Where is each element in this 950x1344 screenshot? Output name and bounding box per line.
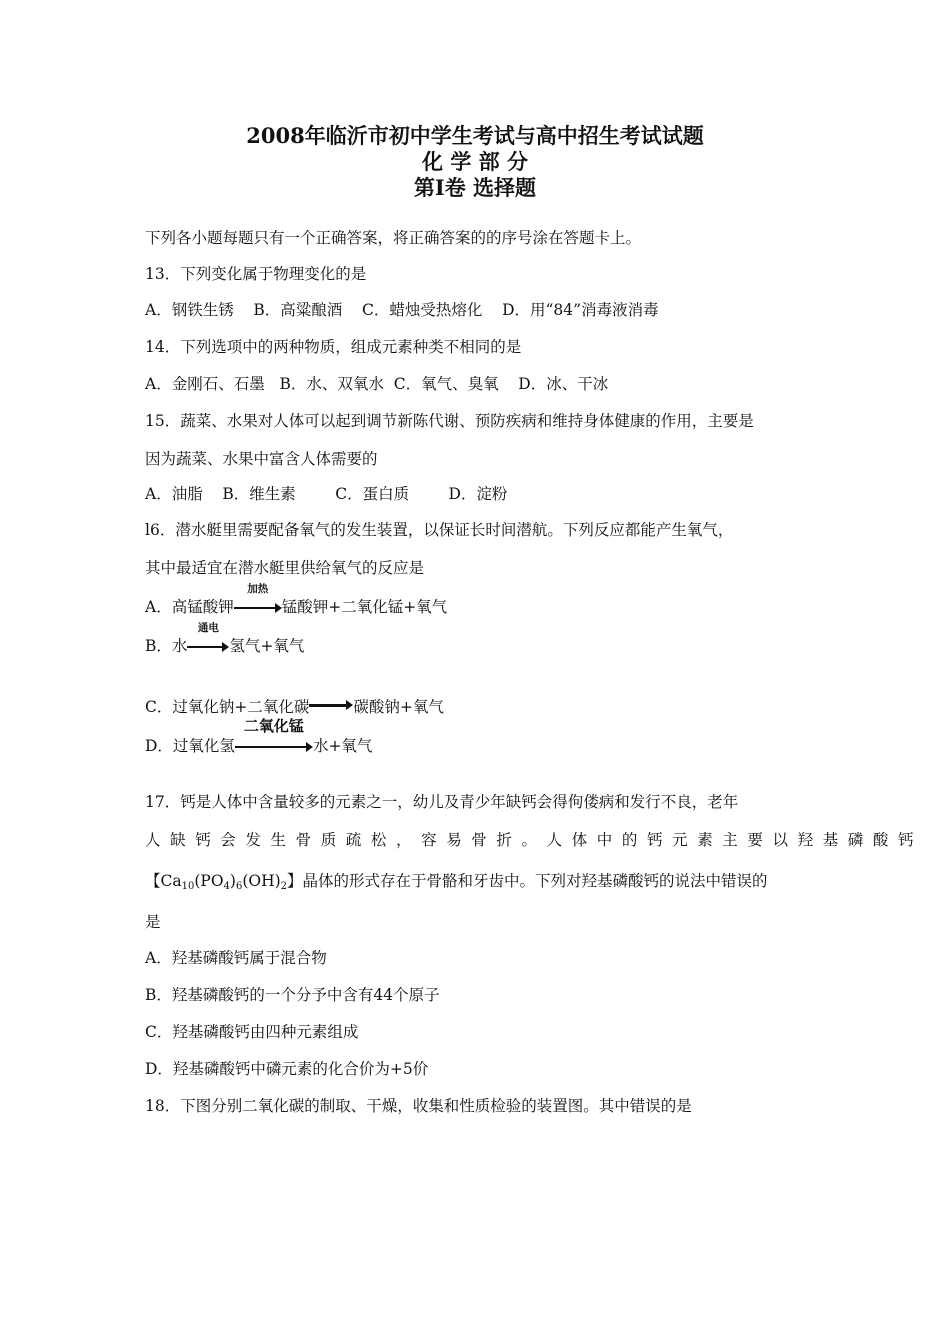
q16-stem-line1: l6．潜水艇里需要配备氧气的发生装置，以保证长时间潜航。下列反应都能产生氧气， <box>145 521 734 539</box>
q16-option-b <box>145 622 305 656</box>
reaction-condition: 加热 <box>247 583 269 595</box>
q15-stem-line1: 15．蔬菜、水果对人体可以起到调节新陈代谢、预防疾病和维持身体健康的作用，主要是 <box>145 412 754 430</box>
q16-option-a <box>145 583 448 617</box>
q15-stem-line2: 因为蔬菜、水果中富含人体需要的 <box>145 450 378 468</box>
volume-title: 第Ⅰ卷 选择题 <box>413 175 537 200</box>
q15-options: A．油脂 B．维生素 C．蛋白质 D．淀粉 <box>145 485 508 503</box>
q17-stem-line2: 人缺钙会发生骨质疏松，容易骨折。人体中的钙元素主要以羟基磷酸钙 <box>145 831 924 849</box>
arrow-icon <box>235 746 307 748</box>
q17-stem-line3 <box>145 871 768 891</box>
q16-d-product: 水+氧气 <box>312 737 373 755</box>
section-title: 化 学 部 分 <box>422 149 528 174</box>
q13-options: A．钢铁生锈 B．高粱酿酒 C．蜡烛受热熔化 D．用“84”消毒液消毒 <box>145 301 659 319</box>
exam-title: 2008年临沂市初中学生考试与高中招生考试试题 <box>246 123 704 148</box>
q17-stem-line4: 是 <box>145 913 161 931</box>
q16-c-product: 碳酸钠+氧气 <box>353 698 444 716</box>
q16-c-reactant: C．过氧化钠+二氧化碳 <box>145 698 310 716</box>
q16-option-d <box>145 717 373 756</box>
reaction-condition: 通电 <box>197 622 219 634</box>
formula-sub: 2 <box>280 881 288 892</box>
q16-a-reactant: A．高锰酸钾 <box>145 598 234 616</box>
q14-options: A．金刚石、石墨 B．水、双氧水 C．氧气、臭氧 D．冰、干冰 <box>145 375 609 393</box>
formula-sub: 10 <box>181 881 195 892</box>
q16-b-reactant: B．水 <box>145 637 188 655</box>
formula-close: 】晶体的形式存在于骨骼和牙齿中。下列对羟基磷酸钙的说法中错误的 <box>287 872 768 890</box>
formula-sub: 4 <box>223 881 230 892</box>
q13-stem: 13．下列变化属于物理变化的是 <box>145 265 367 283</box>
q17-option-b: B．羟基磷酸钙的一个分予中含有44个原子 <box>145 986 440 1004</box>
formula-part: (PO <box>194 872 224 890</box>
q14-stem: 14．下列选项中的两种物质，组成元素种类不相同的是 <box>145 338 522 356</box>
q16-option-c <box>145 694 444 717</box>
reaction-arrow <box>187 622 229 656</box>
formula-open: 【Ca <box>145 872 182 890</box>
q16-d-reactant: D．过氧化氢 <box>145 737 235 755</box>
q17-option-c: C．羟基磷酸钙由四种元素组成 <box>145 1023 359 1041</box>
q16-b-product: 氢气+氧气 <box>229 637 305 655</box>
arrow-icon <box>234 607 276 609</box>
reaction-arrow <box>309 694 353 714</box>
q17-stem-line1: 17．钙是人体中含量较多的元素之一，幼儿及青少年缺钙会得佝偻病和发行不良，老年 <box>145 793 739 811</box>
q17-option-d: D．羟基磷酸钙中磷元素的化合价为+5价 <box>145 1060 429 1078</box>
q16-stem-line2: 其中最适宜在潜水艇里供给氧气的反应是 <box>145 559 425 577</box>
formula-part: ) <box>229 872 236 890</box>
q18-stem: 18．下图分别二氧化碳的制取、干燥，收集和性质检验的装置图。其中错误的是 <box>145 1097 692 1115</box>
instructions: 下列各小题每题只有一个正确答案，将正确答案的的序号涂在答题卡上。 <box>145 229 642 247</box>
arrow-icon <box>309 704 347 707</box>
reaction-arrow <box>234 583 282 617</box>
arrow-icon <box>187 646 223 648</box>
formula-sub: 6 <box>235 881 243 892</box>
reaction-condition: 二氧化锰 <box>243 717 304 735</box>
q16-a-product: 锰酸钾+二氧化锰+氧气 <box>281 598 448 616</box>
q17-option-a: A．羟基磷酸钙属于混合物 <box>145 949 327 967</box>
reaction-arrow <box>235 717 313 756</box>
formula-part: (OH) <box>242 872 281 890</box>
